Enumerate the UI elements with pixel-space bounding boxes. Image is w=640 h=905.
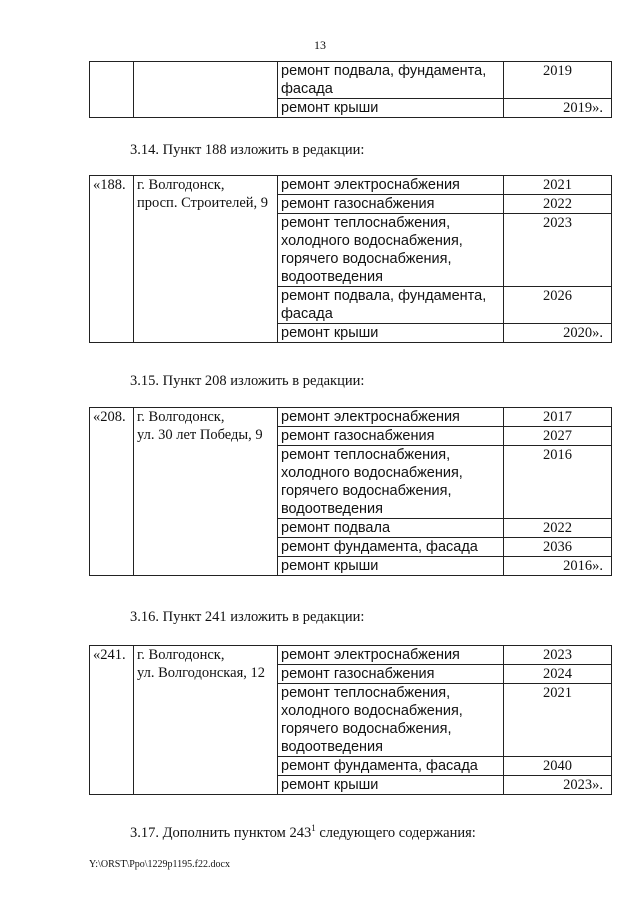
work-cell: ремонт крыши	[278, 99, 504, 118]
work-cell: ремонт газоснабжения	[278, 665, 504, 684]
year-cell: 2017	[504, 408, 612, 427]
paragraph-3-15: 3.15. Пункт 208 изложить в редакции:	[130, 373, 365, 389]
work-cell: ремонт электроснабжения	[278, 646, 504, 665]
year-cell: 2023».	[504, 776, 612, 795]
paragraph-text-tail: следующего содержания:	[315, 824, 476, 841]
work-cell: ремонт теплоснабжения, холодного водоснабжения, горячего водоснабжения, водоотведения	[278, 684, 504, 757]
table-item-241	[89, 645, 612, 795]
table-item-188	[89, 175, 612, 343]
work-cell: ремонт подвала, фундамента, фасада	[278, 62, 504, 99]
year-cell: 2040	[504, 757, 612, 776]
year-cell: 2020».	[504, 324, 612, 343]
footer-file-path: Y:\ORST\Ppo\1229p1195.f22.docx	[89, 859, 230, 870]
year-cell: 2021	[504, 684, 612, 757]
table-item-208	[89, 407, 612, 576]
paragraph-3-14: 3.14. Пункт 188 изложить в редакции:	[130, 142, 365, 158]
item-number: «188.	[90, 176, 134, 343]
address-line: г. Волгодонск,	[137, 409, 225, 425]
superscript: 1	[311, 823, 316, 833]
year-cell: 2023	[504, 646, 612, 665]
work-cell: ремонт крыши	[278, 776, 504, 795]
year-cell: 2016».	[504, 557, 612, 576]
year-cell: 2023	[504, 214, 612, 287]
address-cell	[134, 408, 278, 576]
table-row	[90, 62, 612, 99]
year-cell: 2021	[504, 176, 612, 195]
year-cell: 2019	[504, 62, 612, 99]
work-cell: ремонт электроснабжения	[278, 176, 504, 195]
year-cell: 2027	[504, 427, 612, 446]
work-cell: ремонт электроснабжения	[278, 408, 504, 427]
work-cell: ремонт теплоснабжения, холодного водоснабжения, горячего водоснабжения, водоотведения	[278, 214, 504, 287]
table-row	[90, 646, 612, 665]
address-line: ул. 30 лет Победы, 9	[137, 427, 263, 443]
address-cell	[134, 646, 278, 795]
work-cell: ремонт фундамента, фасада	[278, 757, 504, 776]
year-cell: 2036	[504, 538, 612, 557]
work-cell: ремонт подвала	[278, 519, 504, 538]
year-cell: 2019».	[504, 99, 612, 118]
work-cell: ремонт подвала, фундамента, фасада	[278, 287, 504, 324]
address-cell	[134, 176, 278, 343]
work-cell: ремонт газоснабжения	[278, 427, 504, 446]
work-cell: ремонт крыши	[278, 557, 504, 576]
table-continuation	[89, 61, 612, 118]
item-number: «241.	[90, 646, 134, 795]
table-row	[90, 408, 612, 427]
table-row	[90, 176, 612, 195]
work-cell: ремонт фундамента, фасада	[278, 538, 504, 557]
work-cell: ремонт газоснабжения	[278, 195, 504, 214]
paragraph-text: 3.17. Дополнить пунктом 243	[130, 824, 312, 841]
address-line: ул. Волгодонская, 12	[137, 665, 265, 681]
work-cell: ремонт крыши	[278, 324, 504, 343]
year-cell: 2016	[504, 446, 612, 519]
address-cell	[134, 62, 278, 118]
year-cell: 2024	[504, 665, 612, 684]
number-cell	[90, 62, 134, 118]
year-cell: 2022	[504, 519, 612, 538]
work-cell: ремонт теплоснабжения, холодного водоснабжения, горячего водоснабжения, водоотведения	[278, 446, 504, 519]
page-number: 13	[314, 38, 326, 52]
year-cell: 2022	[504, 195, 612, 214]
item-number: «208.	[90, 408, 134, 576]
address-line: г. Волгодонск,	[137, 647, 225, 663]
year-cell: 2026	[504, 287, 612, 324]
address-line: г. Волгодонск,	[137, 177, 225, 193]
paragraph-3-16: 3.16. Пункт 241 изложить в редакции:	[130, 609, 365, 625]
address-line: просп. Строителей, 9	[137, 195, 269, 211]
paragraph-3-17	[130, 823, 476, 842]
